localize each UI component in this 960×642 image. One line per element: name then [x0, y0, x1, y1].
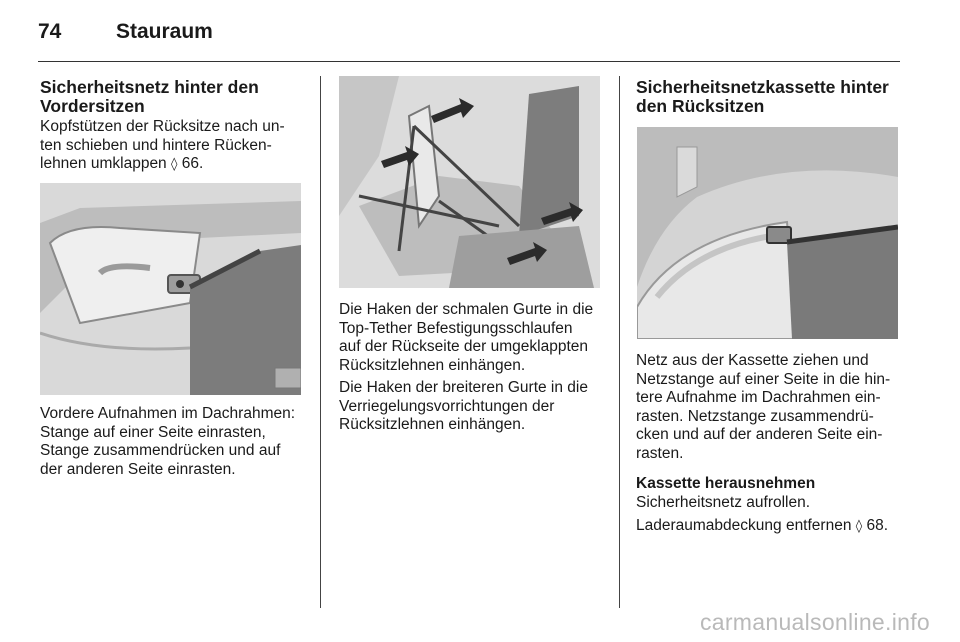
- figure-cassette-mount: [637, 127, 898, 339]
- paragraph-pull-net: Netz aus der Kassette ziehen und Netzstange auf einer Seite in die hin- tere Aufnahme im Dachrahmen ein- rasten. Netzstange zusammendrü- cken und auf der anderen Seite ein- rasten.: [636, 352, 891, 462]
- subsection-heading: Kassette herausnehmen: [636, 475, 816, 492]
- paragraph-narrow-straps: Die Haken der schmalen Gurte in die Top-Tether Befestigungsschlaufen auf der Rückseite der umgeklappten Rücksitzlehnen einhängen.: [339, 301, 594, 374]
- header-divider: [38, 61, 900, 62]
- paragraph-wide-straps: Die Haken der breiteren Gurte in die Verriegelungsvorrichtungen der Rücksitzlehnen einhängen.: [339, 379, 588, 433]
- page-reference[interactable]: 68.: [866, 517, 889, 534]
- figure-caption: Vordere Aufnahmen im Dachrahmen: Stange auf einer Seite einrasten, Stange zusammendrücken und auf der anderen Seite einrasten.: [40, 405, 296, 478]
- step-remove-cover: Laderaumabdeckung entfernen ◊ 68.: [636, 517, 889, 534]
- section-net-cassette: Sicherheitsnetzkassette hinter den Rücksitzen: [636, 78, 906, 116]
- page-reference-icon: ◊: [171, 157, 178, 172]
- section-net-front: [40, 78, 310, 175]
- page-reference-icon: ◊: [855, 519, 863, 534]
- watermark: carmanualsonline.info: [699, 609, 930, 635]
- intro-paragraph: Kopfstützen der Rücksitze nach un- ten schieben und hintere Rücken- lehnen umklappen ◊ 66.: [40, 118, 285, 172]
- column-divider-2: [619, 76, 620, 608]
- subsection-remove-cassette: [636, 475, 911, 537]
- figure-front-roof-mount: [40, 183, 301, 395]
- cassette-instructions: [636, 352, 911, 537]
- column-divider-1: [320, 76, 321, 608]
- step-roll-up: Sicherheitsnetz aufrollen.: [636, 493, 811, 511]
- figure-rear-hooks: [339, 76, 600, 288]
- chapter-title: Stauraum: [116, 20, 213, 43]
- section-heading: Sicherheitsnetz hinter den Vordersitzen: [40, 77, 259, 116]
- hooks-instructions: [339, 301, 614, 435]
- section-heading: Sicherheitsnetzkassette hinter: [636, 77, 889, 97]
- page-number: 74: [38, 20, 62, 43]
- page-reference[interactable]: 66.: [181, 155, 204, 172]
